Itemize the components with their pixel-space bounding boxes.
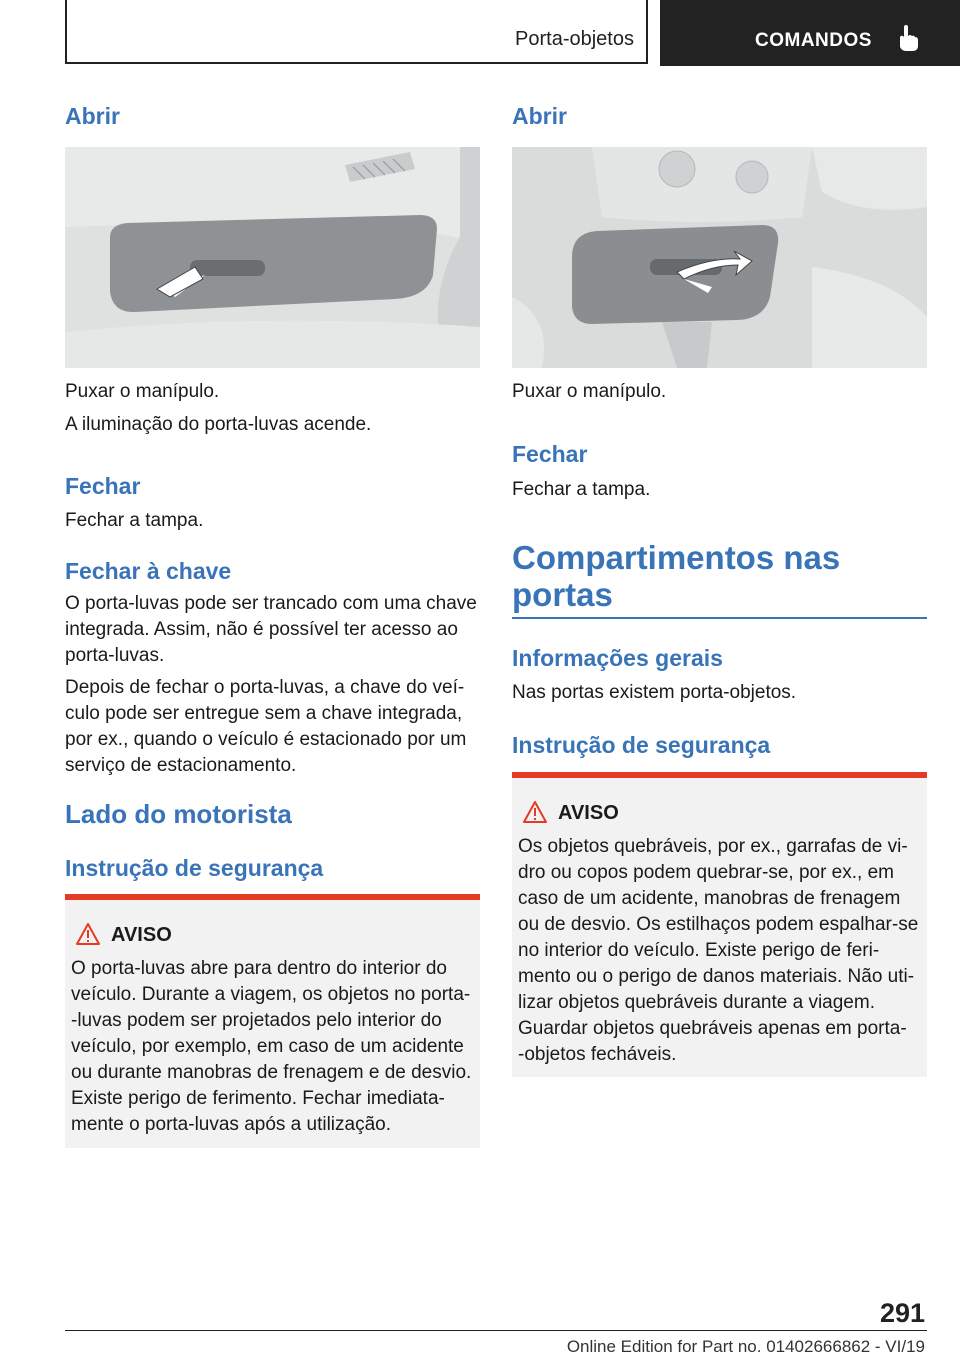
left-warning-line: Existe perigo de ferimento. Fechar imediata‐: [71, 1088, 445, 1109]
right-warning-line: ou de desvio. Os estilhaços podem espalhar-se: [518, 914, 919, 935]
left-abrir-p2: A iluminação do porta-luvas acende.: [65, 414, 372, 435]
left-motorista-heading: Lado do motorista: [65, 799, 292, 829]
right-fechar-heading: Fechar: [512, 441, 588, 467]
left-abrir-heading: Abrir: [65, 103, 120, 129]
left-chave-p2-l3: por ex., quando o veículo é estacionado por um: [65, 729, 467, 750]
pointing-hand-icon: [895, 24, 921, 57]
right-info-heading: Informações gerais: [512, 645, 723, 671]
right-warning-line: mento ou o perigo de danos materiais. Não uti‐: [518, 966, 915, 987]
right-warning-line: caso de um acidente, manobras de frenagem: [518, 888, 901, 909]
right-warning-line: lizar objetos quebráveis durante a viagem.: [518, 992, 875, 1013]
right-warning-box: [512, 772, 927, 1077]
right-warning-line: -objetos fecháveis.: [518, 1044, 677, 1065]
header-section-title: Porta-objetos: [515, 28, 634, 50]
left-warning-line: -luvas podem ser projetados pelo interior do: [71, 1010, 442, 1031]
footer-divider: [65, 1330, 927, 1331]
left-abrir-p1: Puxar o manípulo.: [65, 381, 220, 402]
right-warning-title: AVISO: [558, 802, 619, 824]
right-warning-line: no interior do veículo. Existe perigo de feri‐: [518, 940, 880, 961]
left-chave-p1-l3: porta-luvas.: [65, 645, 165, 666]
driver-compartment-illustration: [512, 147, 927, 368]
header-section-box: [65, 0, 648, 64]
right-fechar-p: Fechar a tampa.: [512, 479, 651, 500]
footer-edition: Online Edition for Part no. 01402666862 - VI/19: [566, 1337, 925, 1356]
right-warning-line: Os objetos quebráveis, por ex., garrafas de vi‐: [518, 836, 908, 857]
right-info-p: Nas portas existem porta-objetos.: [512, 682, 797, 703]
left-chave-p2-l4: serviço de estacionamento.: [65, 755, 297, 776]
right-warning-line: dro ou copos podem quebrar-se, por ex., em: [518, 862, 894, 883]
right-warning-line: Guardar objetos quebráveis apenas em porta‐: [518, 1018, 907, 1039]
left-warning-line: veículo, por exemplo, em caso de um acidente: [71, 1036, 464, 1057]
left-warning-line: veículo. Durante a viagem, os objetos no porta‐: [71, 984, 471, 1005]
warning-triangle-icon: [522, 800, 548, 829]
right-chapter-title: [512, 539, 840, 613]
left-chave-p2-l2: culo pode ser entregue sem a chave integrada,: [65, 703, 463, 724]
right-chapter-title-line: Compartimentos nas: [512, 539, 841, 576]
left-fechar-heading: Fechar: [65, 473, 141, 499]
left-fechar-p: Fechar a tampa.: [65, 510, 204, 531]
right-chapter-title-line: portas: [512, 576, 613, 613]
right-abrir-p1: Puxar o manípulo.: [512, 381, 667, 402]
glovebox-illustration: [65, 147, 480, 368]
left-warning-line: ou durante manobras de frenagem e de desvio.: [71, 1062, 472, 1083]
header-chapter-title: COMANDOS: [755, 30, 872, 51]
chapter-divider: [512, 617, 927, 619]
left-warning-title: AVISO: [111, 924, 172, 946]
left-warning-line: O porta-luvas abre para dentro do interior do: [71, 958, 447, 979]
header-chapter-tab: [660, 0, 960, 66]
warning-triangle-icon: [75, 922, 101, 951]
left-warning-body: [71, 956, 476, 1138]
right-warning-body: [518, 834, 923, 1068]
left-chave-heading: Fechar à chave: [65, 558, 232, 584]
left-warning-line: mente o porta-luvas após a utilização.: [71, 1114, 392, 1135]
page-number: 291: [879, 1298, 925, 1328]
left-chave-p1-l1: O porta-luvas pode ser trancado com uma chave: [65, 593, 477, 614]
left-chave-p1-l2: integrada. Assim, não é possível ter acesso ao: [65, 619, 458, 640]
right-seguranca-heading: Instrução de segurança: [512, 732, 771, 758]
right-abrir-heading: Abrir: [512, 103, 567, 129]
left-chave-p2-l1: Depois de fechar o porta-luvas, a chave do veí‐: [65, 677, 465, 698]
left-warning-box: [65, 894, 480, 1148]
left-seguranca-heading: Instrução de segurança: [65, 855, 324, 881]
